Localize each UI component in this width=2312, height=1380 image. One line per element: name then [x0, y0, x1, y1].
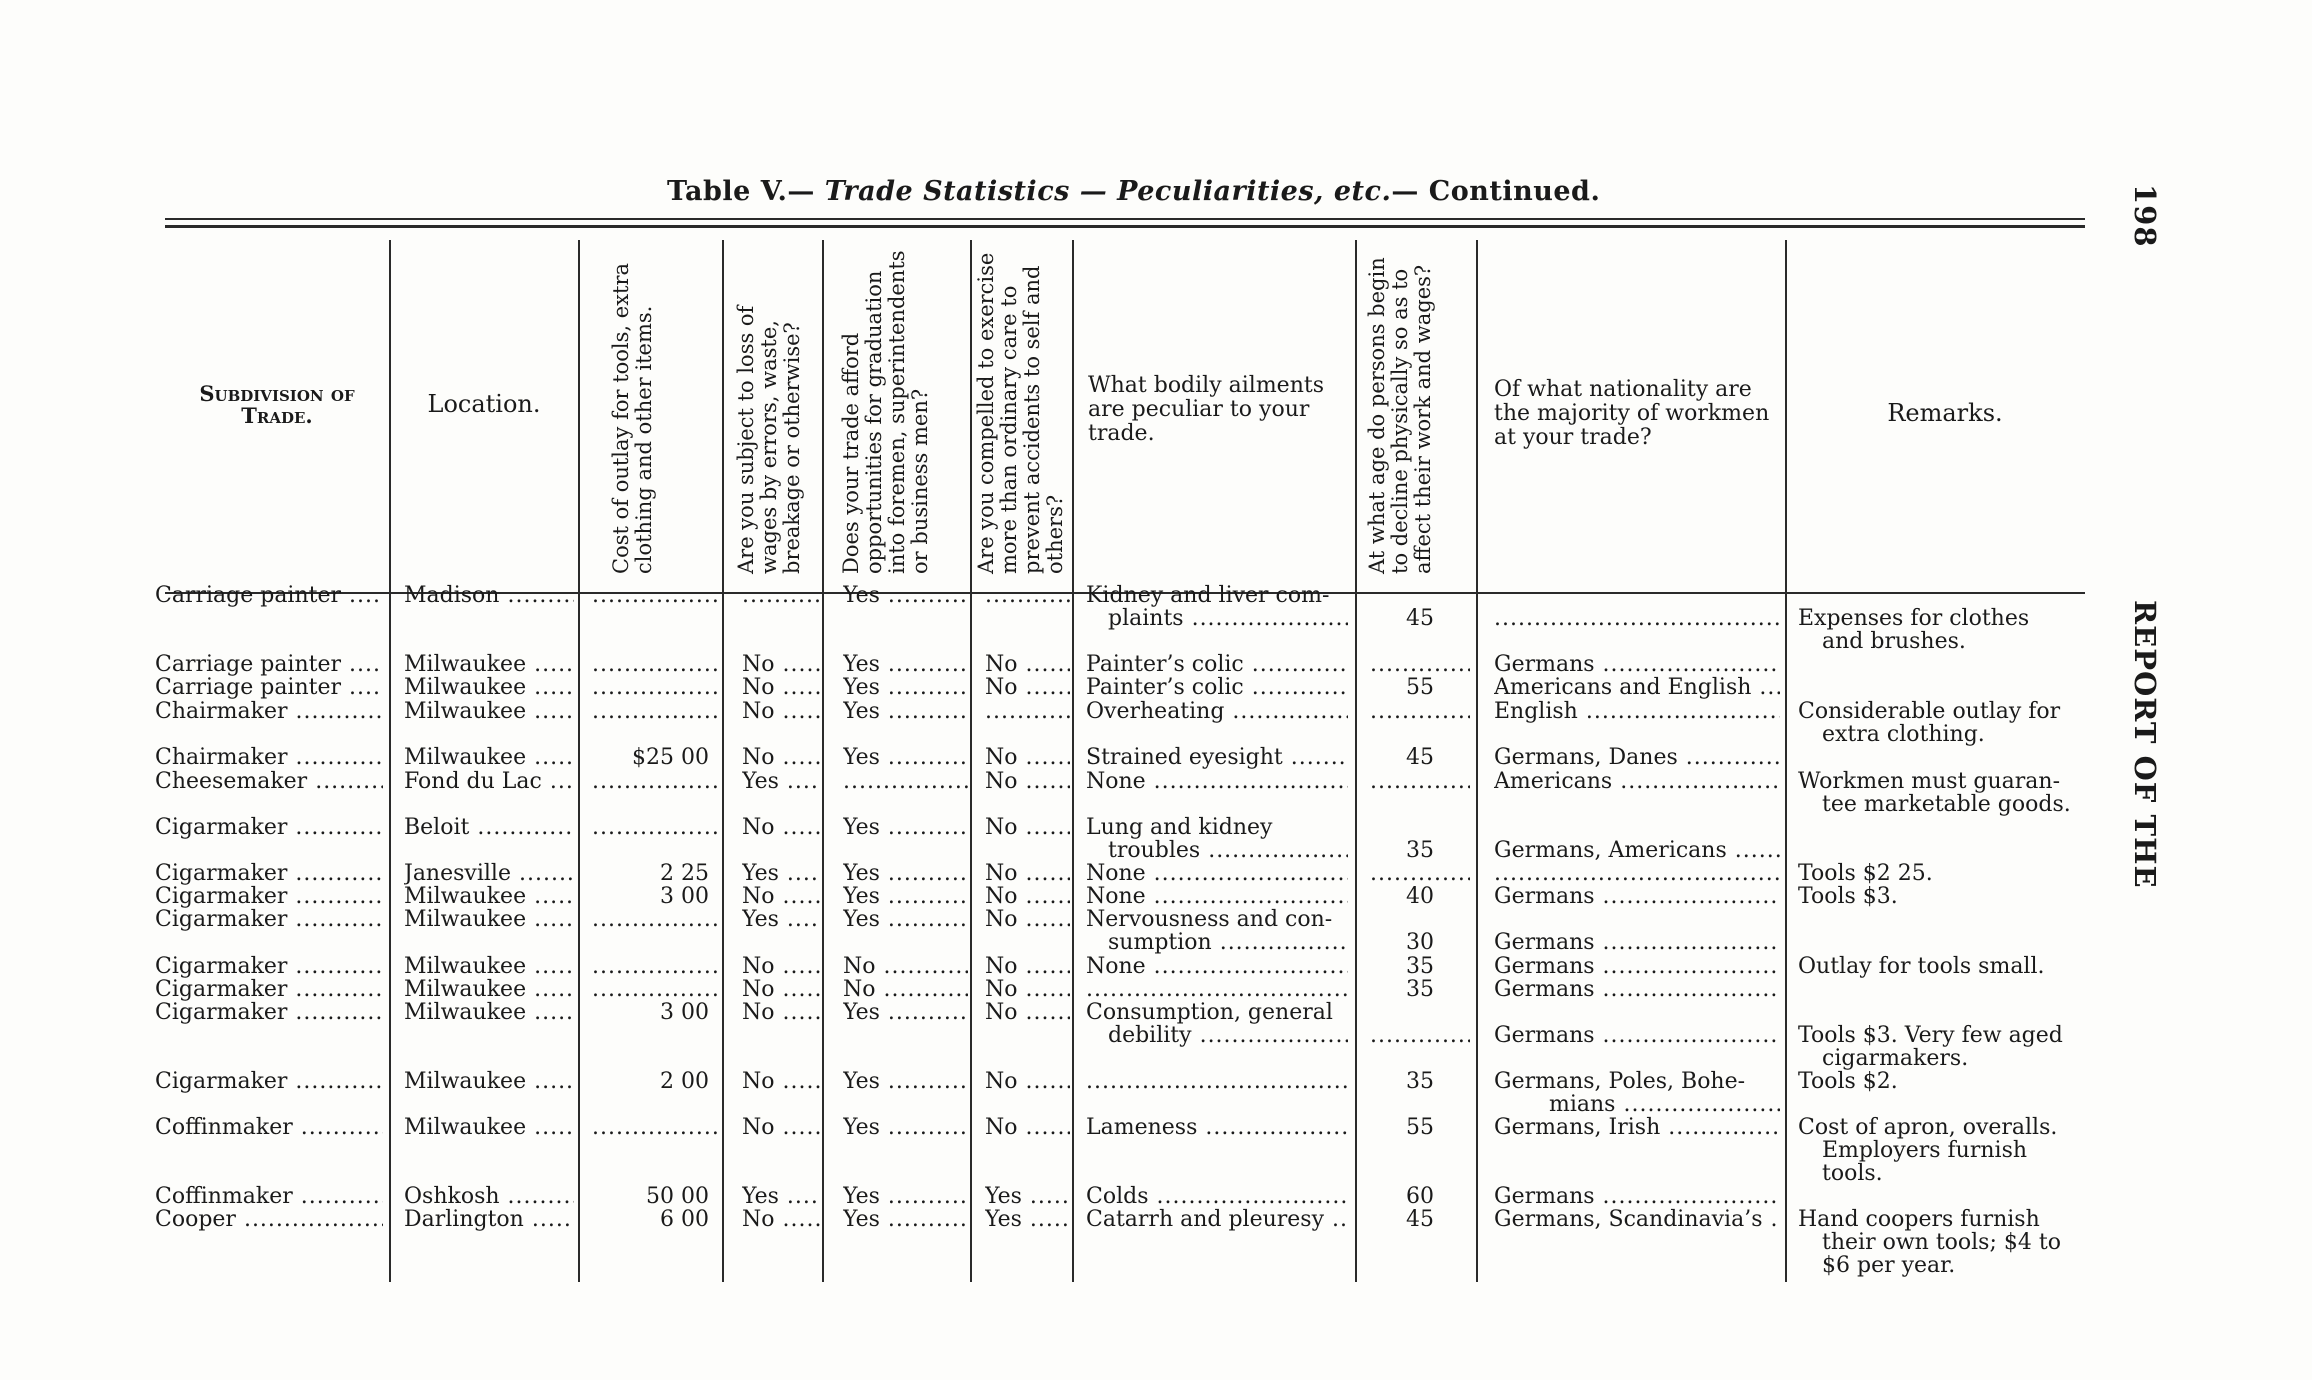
loss-cell: No ..... [742, 1070, 820, 1093]
care-cell: No ..... [985, 676, 1070, 699]
age-cell [1370, 700, 1470, 723]
table-title [667, 176, 1600, 207]
location-cell: Milwaukee ..... [404, 955, 574, 978]
column-rule [578, 240, 580, 1282]
graduation-cell: Yes ..... [843, 1001, 968, 1024]
top-double-rule [165, 225, 2085, 228]
remarks-cell: Tools $3. Very few aged [1798, 1024, 2063, 1047]
cost-cell [592, 955, 717, 978]
header-decline-age: At what age do persons begin to decline physically so as to affect their work and wages? [1365, 257, 1435, 574]
location-cell: Madison ..... [404, 584, 574, 607]
age-cell: 40 [1406, 885, 1434, 908]
loss-cell: Yes ..... [742, 908, 820, 931]
remarks-cell: Tools $3. [1798, 885, 1898, 908]
ailment-cell: None ..... [1086, 885, 1348, 908]
loss-cell: No ..... [742, 1001, 820, 1024]
age-cell: 35 [1406, 1070, 1434, 1093]
cost-cell: 2 25 [660, 862, 709, 885]
ailment-cell: None ..... [1086, 955, 1348, 978]
location-cell: Milwaukee ..... [404, 676, 574, 699]
graduation-cell: Yes ..... [843, 862, 968, 885]
column-rule [722, 240, 724, 1282]
remarks-cell: $6 per year. [1822, 1254, 1956, 1277]
remarks-cell: Considerable outlay for [1798, 700, 2061, 723]
care-cell: No ..... [985, 885, 1070, 908]
age-cell [1370, 862, 1470, 885]
remarks-cell: Expenses for clothes [1798, 607, 2030, 630]
loss-cell: No ..... [742, 978, 820, 1001]
age-cell: 45 [1406, 746, 1434, 769]
loss-cell: No ..... [742, 653, 820, 676]
running-head: REPORT OF THE [2128, 600, 2162, 889]
nationality-cell: Germans, Americans ..... [1494, 839, 1780, 862]
ailment-cell: Consumption, general [1086, 1001, 1333, 1024]
ailment-cell: sumption ..... [1108, 931, 1348, 954]
cost-cell: 6 00 [660, 1208, 709, 1231]
remarks-cell: cigarmakers. [1822, 1047, 1969, 1070]
graduation-cell: Yes ..... [843, 584, 968, 607]
cost-cell [592, 1116, 717, 1139]
nationality-cell: mians ..... [1549, 1093, 1780, 1116]
ailment-cell: Painter’s colic ..... [1086, 653, 1348, 676]
ailment-cell: Colds ..... [1086, 1185, 1348, 1208]
loss-cell: No ..... [742, 955, 820, 978]
trade-cell: Carriage painter ..... [155, 653, 383, 676]
graduation-cell: Yes ..... [843, 1185, 968, 1208]
nationality-cell: Germans ..... [1494, 978, 1780, 1001]
location-cell: Darlington ..... [404, 1208, 574, 1231]
remarks-cell: Tools $2 25. [1798, 862, 1933, 885]
graduation-cell: Yes ..... [843, 700, 968, 723]
cost-cell: 3 00 [660, 885, 709, 908]
trade-cell: Cooper ..... [155, 1208, 383, 1231]
ailment-cell: None ..... [1086, 862, 1348, 885]
care-cell: No ..... [985, 978, 1070, 1001]
location-cell: Milwaukee ..... [404, 1001, 574, 1024]
nationality-cell: Germans ..... [1494, 1185, 1780, 1208]
loss-cell: No ..... [742, 676, 820, 699]
trade-cell: Cheesemaker ..... [155, 770, 383, 793]
loss-cell: Yes ..... [742, 770, 820, 793]
location-cell: Milwaukee ..... [404, 908, 574, 931]
top-double-rule [165, 218, 2085, 220]
ailment-cell: Lameness ..... [1086, 1116, 1348, 1139]
loss-cell: No ..... [742, 746, 820, 769]
remarks-cell: tee marketable goods. [1822, 793, 2071, 816]
header-graduation: Does your trade afford opportunities for graduation into foremen, superintendents or business men? [839, 250, 932, 574]
cost-cell: 3 00 [660, 1001, 709, 1024]
graduation-cell: Yes ..... [843, 885, 968, 908]
nationality-cell [1494, 862, 1780, 885]
trade-cell: Coffinmaker ..... [155, 1116, 383, 1139]
nationality-cell: Germans, Irish ..... [1494, 1116, 1780, 1139]
age-cell: 60 [1406, 1185, 1434, 1208]
ailment-cell [1086, 1070, 1348, 1093]
care-cell [985, 584, 1070, 607]
age-cell: 35 [1406, 955, 1434, 978]
column-rule [1785, 240, 1787, 1282]
ailment-cell: Nervousness and con- [1086, 908, 1333, 931]
trade-cell: Cigarmaker ..... [155, 862, 383, 885]
graduation-cell: Yes ..... [843, 1116, 968, 1139]
remarks-cell: and brushes. [1822, 630, 1966, 653]
graduation-cell: Yes ..... [843, 746, 968, 769]
graduation-cell: Yes ..... [843, 816, 968, 839]
trade-cell: Carriage painter ..... [155, 584, 383, 607]
page-number: 198 [2128, 184, 2162, 248]
ailment-cell: Painter’s colic ..... [1086, 676, 1348, 699]
title-italic: Trade Statistics — Peculiarities, etc. [824, 176, 1392, 207]
trade-cell: Cigarmaker ..... [155, 908, 383, 931]
location-cell: Milwaukee ..... [404, 746, 574, 769]
graduation-cell: No ..... [843, 955, 968, 978]
nationality-cell: Germans ..... [1494, 653, 1780, 676]
nationality-cell: Americans and English ..... [1494, 676, 1780, 699]
age-cell: 55 [1406, 1116, 1434, 1139]
cost-cell [592, 653, 717, 676]
trade-cell: Cigarmaker ..... [155, 1001, 383, 1024]
cost-cell [592, 908, 717, 931]
title-dash: — [787, 176, 815, 207]
trade-cell: Cigarmaker ..... [155, 885, 383, 908]
ailment-cell: Catarrh and pleuresy ..... [1086, 1208, 1348, 1231]
cost-cell [592, 584, 717, 607]
header-subdivision: Subdivision of Trade. [199, 381, 355, 428]
location-cell: Oshkosh ..... [404, 1185, 574, 1208]
trade-cell: Chairmaker ..... [155, 746, 383, 769]
age-cell: 45 [1406, 607, 1434, 630]
title-dash: — [1391, 176, 1419, 207]
age-cell: 45 [1406, 1208, 1434, 1231]
nationality-cell: Germans ..... [1494, 885, 1780, 908]
location-cell: Milwaukee ..... [404, 1070, 574, 1093]
loss-cell: Yes ..... [742, 862, 820, 885]
age-cell [1370, 653, 1470, 676]
nationality-cell: Germans, Poles, Bohe- [1494, 1070, 1746, 1093]
care-cell: Yes ..... [985, 1185, 1070, 1208]
care-cell: No ..... [985, 862, 1070, 885]
remarks-cell: extra clothing. [1822, 723, 1985, 746]
graduation-cell: Yes ..... [843, 676, 968, 699]
trade-cell: Cigarmaker ..... [155, 955, 383, 978]
nationality-cell: Germans ..... [1494, 931, 1780, 954]
location-cell: Milwaukee ..... [404, 653, 574, 676]
remarks-cell: Cost of apron, overalls. [1798, 1116, 2058, 1139]
cost-cell: 50 00 [646, 1185, 709, 1208]
care-cell: No ..... [985, 1070, 1070, 1093]
age-cell [1370, 1024, 1470, 1047]
location-cell: Milwaukee ..... [404, 978, 574, 1001]
care-cell: No ..... [985, 770, 1070, 793]
header-nationality: Of what nationality are the majority of workmen at your trade? [1494, 377, 1770, 450]
remarks-cell: Hand coopers furnish [1798, 1208, 2040, 1231]
ailment-cell: debility ..... [1108, 1024, 1348, 1047]
graduation-cell: Yes ..... [843, 1070, 968, 1093]
cost-cell: $25 00 [632, 746, 709, 769]
trade-cell: Carriage painter ..... [155, 676, 383, 699]
graduation-cell: Yes ..... [843, 908, 968, 931]
nationality-cell: English ..... [1494, 700, 1780, 723]
loss-cell: Yes ..... [742, 1185, 820, 1208]
location-cell: Janesville ..... [404, 862, 574, 885]
location-cell: Fond du Lac ..... [404, 770, 574, 793]
care-cell: No ..... [985, 653, 1070, 676]
remarks-cell: Tools $2. [1798, 1070, 1898, 1093]
care-cell: No ..... [985, 816, 1070, 839]
care-cell: No ..... [985, 955, 1070, 978]
remarks-cell: Workmen must guaran- [1798, 770, 2061, 793]
ailment-cell: Overheating ..... [1086, 700, 1348, 723]
graduation-cell [843, 770, 968, 793]
header-loss-of-wages: Are you subject to loss of wages by errors, waste, breakage or otherwise? [734, 305, 804, 574]
header-cost-outlay: Cost of outlay for tools, extra clothing and other items. [609, 262, 656, 574]
ailment-cell: troubles ..... [1108, 839, 1348, 862]
remarks-cell: tools. [1822, 1162, 1883, 1185]
care-cell [985, 700, 1070, 723]
ailment-cell: plaints ..... [1108, 607, 1348, 630]
nationality-cell: Americans ..... [1494, 770, 1780, 793]
nationality-cell: Germans ..... [1494, 955, 1780, 978]
ailment-cell [1086, 978, 1348, 1001]
care-cell: No ..... [985, 746, 1070, 769]
graduation-cell: Yes ..... [843, 653, 968, 676]
column-rule [822, 240, 824, 1282]
loss-cell: No ..... [742, 1208, 820, 1231]
column-rule [970, 240, 972, 1282]
location-cell: Milwaukee ..... [404, 700, 574, 723]
ailment-cell: Strained eyesight ..... [1086, 746, 1348, 769]
cost-cell: 2 00 [660, 1070, 709, 1093]
nationality-cell: Germans, Scandinavia’s ..... [1494, 1208, 1780, 1231]
ailment-cell: None ..... [1086, 770, 1348, 793]
age-cell: 35 [1406, 839, 1434, 862]
trade-cell: Cigarmaker ..... [155, 978, 383, 1001]
cost-cell [592, 978, 717, 1001]
cost-cell [592, 816, 717, 839]
location-cell: Milwaukee ..... [404, 885, 574, 908]
nationality-cell: Germans, Danes ..... [1494, 746, 1780, 769]
loss-cell: No ..... [742, 700, 820, 723]
trade-cell: Cigarmaker ..... [155, 1070, 383, 1093]
nationality-cell [1494, 607, 1780, 630]
care-cell: Yes ..... [985, 1208, 1070, 1231]
loss-cell [742, 584, 820, 607]
column-rule [1476, 240, 1478, 1282]
header-location: Location. [427, 390, 541, 418]
location-cell: Beloit ..... [404, 816, 574, 839]
column-rule [1355, 240, 1357, 1282]
loss-cell: No ..... [742, 816, 820, 839]
age-cell: 30 [1406, 931, 1434, 954]
remarks-cell: their own tools; $4 to [1822, 1231, 2061, 1254]
trade-cell: Cigarmaker ..... [155, 816, 383, 839]
age-cell: 55 [1406, 676, 1434, 699]
cost-cell [592, 700, 717, 723]
loss-cell: No ..... [742, 1116, 820, 1139]
trade-cell: Chairmaker ..... [155, 700, 383, 723]
age-cell: 35 [1406, 978, 1434, 1001]
cost-cell [592, 676, 717, 699]
care-cell: No ..... [985, 908, 1070, 931]
header-remarks: Remarks. [1887, 399, 2003, 427]
remarks-cell: Outlay for tools small. [1798, 955, 2045, 978]
remarks-cell: Employers furnish [1822, 1139, 2028, 1162]
ailment-cell: Kidney and liver com- [1086, 584, 1330, 607]
title-caps: Table V. [667, 176, 788, 207]
age-cell [1370, 770, 1470, 793]
loss-cell: No ..... [742, 885, 820, 908]
graduation-cell: No ..... [843, 978, 968, 1001]
column-rule [389, 240, 391, 1282]
care-cell: No ..... [985, 1001, 1070, 1024]
graduation-cell: Yes ..... [843, 1208, 968, 1231]
cost-cell [592, 770, 717, 793]
column-rule [1072, 240, 1074, 1282]
header-ailments: What bodily ailments are peculiar to your trade. [1088, 373, 1325, 446]
header-care: Are you compelled to exercise more than ordinary care to prevent accidents to self and others? [974, 252, 1067, 574]
trade-cell: Coffinmaker ..... [155, 1185, 383, 1208]
title-end: Continued. [1428, 176, 1601, 207]
ailment-cell: Lung and kidney [1086, 816, 1273, 839]
nationality-cell: Germans ..... [1494, 1024, 1780, 1047]
care-cell: No ..... [985, 1116, 1070, 1139]
location-cell: Milwaukee ..... [404, 1116, 574, 1139]
